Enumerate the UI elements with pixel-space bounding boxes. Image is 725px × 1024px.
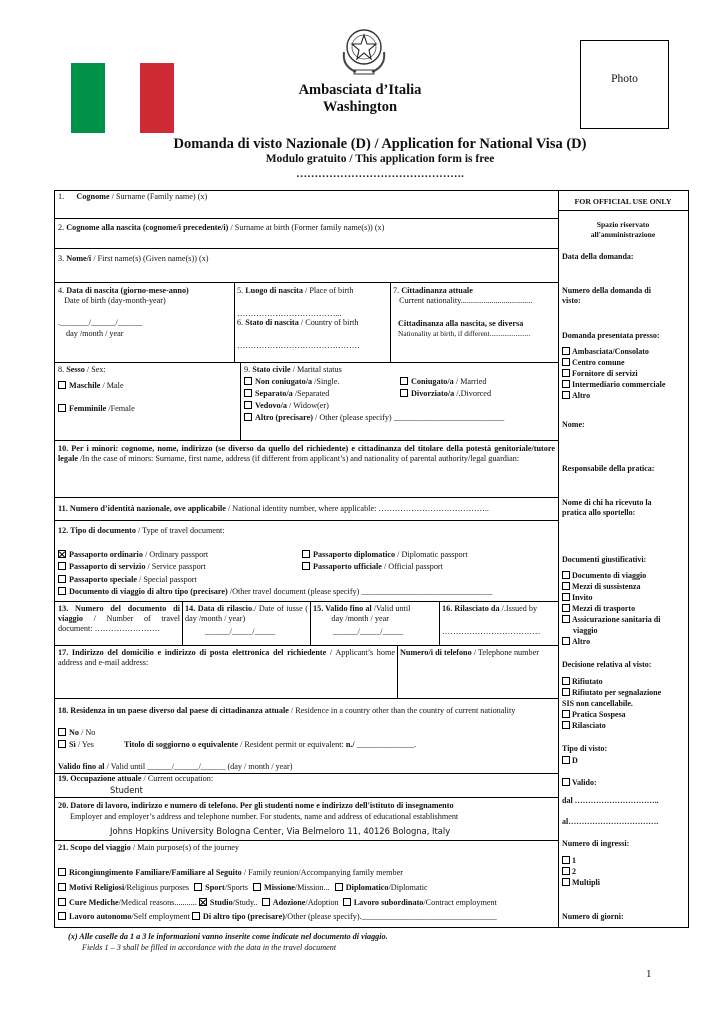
medical-label: Cure Mediche	[69, 898, 119, 907]
diplomatic-purpose-desc: /Diplomatic	[388, 883, 428, 892]
field-4-hint: day /month / year	[66, 329, 124, 338]
purpose-row-4	[58, 912, 497, 922]
residence-no-checkbox[interactable]	[58, 728, 66, 736]
application-date-label: Data della domanda:	[562, 252, 634, 261]
field-4-blank: ._______/______/______	[58, 318, 143, 327]
official-name-label: Nome:	[562, 420, 585, 429]
received-by-line-1: Nome di chi ha ricevuto la	[562, 498, 652, 507]
embassy-checkbox[interactable]	[562, 347, 570, 355]
common-centre-checkbox[interactable]	[562, 358, 570, 366]
application-number-line-2: visto:	[562, 296, 581, 305]
refused-label: Rifiutato	[572, 677, 603, 686]
decision-refused-sis[interactable]	[562, 688, 661, 698]
entries-multiple[interactable]	[562, 878, 600, 888]
field-21-label: 21. Scopo del viaggio	[58, 843, 131, 852]
doc-transport[interactable]	[562, 604, 635, 614]
decision-sis-cont: SIS non cancellabile.	[562, 699, 633, 708]
residence-no-option[interactable]	[58, 728, 95, 738]
application-number-label	[562, 286, 651, 306]
reserved-line-1: Spazio riservato	[596, 220, 650, 229]
field-9-marital-status	[244, 365, 342, 375]
field-2-surname-at-birth[interactable]	[58, 223, 384, 233]
study-checkbox[interactable]	[199, 898, 207, 906]
special-passport-checkbox[interactable]	[58, 575, 66, 583]
field-12-document-type	[58, 526, 225, 536]
special-desc: / Special passport	[137, 575, 197, 584]
valid-to: al…………………………….	[562, 817, 659, 826]
field-3-desc: / First name(s) (Given name(s)) (x)	[91, 254, 209, 263]
religious-checkbox[interactable]	[58, 883, 66, 891]
entries-two[interactable]	[562, 867, 576, 877]
field-9-number: 9.	[244, 365, 251, 374]
diplomatic-desc: / Diplomatic passport	[395, 550, 468, 559]
italian-flag	[71, 63, 174, 133]
diplomatic-purpose-label: Diplomatico	[345, 883, 389, 892]
refused-sis-label: Rifiutato per segnalazione	[572, 688, 662, 697]
valid-option[interactable]	[562, 778, 597, 788]
single-label: Non coniugato/a	[255, 377, 313, 386]
mission-checkbox[interactable]	[253, 883, 261, 891]
other-marital-desc: / Other (please specify) ___________________________	[312, 413, 505, 422]
separated-checkbox[interactable]	[244, 389, 252, 397]
location-other-checkbox[interactable]	[562, 391, 570, 399]
contract-employment-label: Lavoro subordinato	[353, 898, 424, 907]
special-label: Passaporto speciale	[69, 575, 137, 584]
field-9-desc: / Marital status	[290, 365, 342, 374]
received-by-label	[562, 498, 652, 518]
sport-label: Sport	[205, 883, 225, 892]
field-19-occupation	[58, 774, 213, 784]
married-checkbox[interactable]	[400, 377, 408, 385]
other-document-checkbox[interactable]	[58, 587, 66, 595]
form-subtitle: Modulo gratuito / This application form is free	[265, 153, 495, 165]
ordinary-desc: / Ordinary passport	[142, 550, 209, 559]
field-21-desc: / Main purpose(s) of the journey	[130, 843, 240, 852]
doc-special-option[interactable]	[58, 575, 197, 585]
married-label: Coniugato/a	[411, 377, 454, 386]
residence-yes-option[interactable]	[58, 740, 94, 750]
field-5-number: 5.	[237, 286, 244, 295]
divorced-desc: /.Divorced	[454, 389, 492, 398]
field-10-label: 10. Per i minori: cognome, nome, indirizzo (se diverso da quello del richiedente) e cittadinanza del titolare della potestà genitoriale/tutore legale	[58, 444, 555, 463]
official-desc: / Official passport	[381, 562, 443, 571]
field-13-label: 13. Numero del documento di viaggio	[58, 604, 180, 623]
reserved-space-label	[559, 220, 687, 240]
ordinary-label: Passaporto ordinario	[69, 550, 143, 559]
marital-single-option[interactable]	[244, 377, 339, 387]
religious-label: Motivi Religiosi	[69, 883, 125, 892]
field-1-surname[interactable]	[58, 192, 207, 202]
field-8-sex	[58, 365, 106, 375]
field-15-hint: day /month / year	[331, 614, 389, 623]
field-9-label: Stato civile	[252, 365, 291, 374]
received-by-line-2: pratica allo sportello:	[562, 508, 636, 517]
field-11-label: 11. Numero d’identità nazionale, ove applicabile	[58, 504, 226, 513]
common-centre-label: Centro comune	[572, 358, 625, 367]
suspended-checkbox[interactable]	[562, 710, 570, 718]
family-reunion-label: Ricongiungimento Familiare/Familiare al Seguito	[69, 868, 242, 877]
intermediary-checkbox[interactable]	[562, 380, 570, 388]
employer-value[interactable]: Johns Hopkins University Bologna Center, Via Belmeloro 11, 40126 Bologna, Italy	[110, 826, 451, 836]
field-7-nationality-at-birth[interactable]	[398, 319, 530, 339]
field-14-blank: ______/_____/_____	[205, 627, 276, 636]
telephone-label: Numero/i di telefono	[400, 648, 472, 657]
embassy-label: Ambasciata/Consolato	[572, 347, 649, 356]
field-13-document-number[interactable]	[58, 604, 180, 634]
location-common-centre[interactable]	[562, 358, 625, 368]
location-service-provider[interactable]	[562, 369, 638, 379]
service-passport-checkbox[interactable]	[58, 562, 66, 570]
entries-label: Numero di ingressi:	[562, 839, 630, 848]
self-employment-checkbox[interactable]	[58, 912, 66, 920]
location-intermediary[interactable]	[562, 380, 665, 390]
adoption-label: Adozione	[272, 898, 306, 907]
refused-checkbox[interactable]	[562, 677, 570, 685]
service-label: Passaporto di servizio	[69, 562, 146, 571]
adoption-checkbox[interactable]	[262, 898, 270, 906]
self-employment-desc: /Self employment	[131, 912, 190, 921]
field-15-desc: /Valid until	[371, 604, 411, 613]
field-14-desc: ./ Date of iusse ( day /month / year)	[185, 604, 308, 623]
field-5-desc: / Place of birth	[302, 286, 354, 295]
entries-multiple-label: Multipli	[572, 878, 601, 887]
widow-desc: / Widow(er)	[287, 401, 329, 410]
field-3-label: Nome/i	[66, 254, 92, 263]
field-16-issued-by[interactable]	[442, 604, 537, 614]
residence-permit-desc: / Resident permit or equivalent:	[238, 740, 346, 749]
contract-employment-checkbox[interactable]	[343, 898, 351, 906]
official-use-header: FOR OFFICIAL USE ONLY	[574, 197, 672, 206]
doc-invitation[interactable]	[562, 593, 592, 603]
residence-valid-desc: / Valid until ______/______/______ (day / month / year)	[104, 762, 293, 771]
field-8-desc: / Sex:	[84, 365, 106, 374]
field-15-blank: ______/_____/_____	[333, 627, 404, 636]
doc-insurance-label: Assicurazione sanitaria di	[572, 615, 661, 624]
sex-female-option[interactable]	[58, 404, 135, 414]
entries-one[interactable]	[562, 856, 576, 866]
other-purpose-checkbox[interactable]	[192, 912, 200, 920]
location-other-label: Altro	[572, 391, 591, 400]
doc-transport-label: Mezzi di trasporto	[572, 604, 636, 613]
field-7-birth-desc: Nationality at birth, if different......................	[398, 329, 531, 338]
field-6-desc: / Country of birth	[298, 318, 359, 327]
single-checkbox[interactable]	[244, 377, 252, 385]
medical-checkbox[interactable]	[58, 898, 66, 906]
visa-d-checkbox[interactable]	[562, 756, 570, 764]
field-7-nationality[interactable]	[393, 286, 532, 306]
valid-label: Valido:	[572, 778, 597, 787]
field-18-residence	[58, 706, 555, 716]
decision-issued[interactable]	[562, 721, 606, 731]
doc-insurance-cont: viaggio	[573, 626, 598, 635]
religious-desc: /Religious purposes	[124, 883, 190, 892]
field-4-number: 4.	[58, 286, 65, 295]
doc-travel-checkbox[interactable]	[562, 571, 570, 579]
marital-separated-option[interactable]	[244, 389, 329, 399]
doc-invitation-checkbox[interactable]	[562, 593, 570, 601]
embassy-name: Ambasciata d’Italia	[298, 82, 422, 98]
diplomatic-label: Passaporto diplomatico	[313, 550, 396, 559]
married-desc: / Married	[453, 377, 487, 386]
study-label: Studio	[209, 898, 233, 907]
other-document-desc: /Other travel document (please specify) ________________________________	[227, 587, 493, 596]
other-purpose-desc: /Other (please specify)._________________________________	[285, 912, 497, 921]
doc-means-checkbox[interactable]	[562, 582, 570, 590]
residence-no-desc: / No	[79, 728, 96, 737]
page-number: 1	[646, 968, 652, 980]
marital-divorced-option[interactable]	[400, 389, 491, 399]
sport-desc: /Sports	[224, 883, 248, 892]
marital-other-option[interactable]	[244, 413, 504, 423]
field-2-number: 2.	[58, 223, 65, 232]
field-5-dots: ………………………………...	[237, 309, 342, 318]
residence-permit-n: n./	[345, 740, 355, 749]
presented-at-label: Domanda presentata presso:	[562, 331, 660, 340]
sex-male-option[interactable]	[58, 381, 124, 391]
entries-multiple-checkbox[interactable]	[562, 878, 570, 886]
field-15-valid-until[interactable]	[313, 604, 410, 624]
residence-permit-line: ______________.	[354, 740, 417, 749]
doc-insurance[interactable]	[562, 615, 660, 625]
doc-other-option[interactable]	[58, 587, 492, 597]
residence-yes-checkbox[interactable]	[58, 740, 66, 748]
male-checkbox[interactable]	[58, 381, 66, 389]
emblem-icon	[338, 20, 390, 78]
field-6-number: 6.	[237, 318, 244, 327]
contract-employment-desc: /Contract employment	[423, 898, 497, 907]
service-provider-checkbox[interactable]	[562, 369, 570, 377]
field-18-label: 18. Residenza in un paese diverso dal paese di cittadinanza attuale	[58, 706, 289, 715]
intermediary-label: Intermediario commerciale	[572, 380, 666, 389]
field-7-desc: Current nationality...................................	[399, 296, 533, 305]
entries-one-checkbox[interactable]	[562, 856, 570, 864]
field-6-label: Stato di nascita	[245, 318, 299, 327]
field-6-country-of-birth[interactable]	[237, 318, 358, 328]
field-telephone[interactable]	[400, 648, 555, 658]
reserved-line-2: all'amministrazione	[590, 230, 656, 239]
other-marital-label: Altro (precisare)	[255, 413, 313, 422]
field-20-desc: Employer and employer’s address and telephone number. For students, name and address of educational establishment	[70, 812, 459, 821]
doc-diplomatic-option[interactable]	[302, 550, 468, 560]
doc-other-label: Altro	[572, 637, 591, 646]
refused-sis-checkbox[interactable]	[562, 688, 570, 696]
issued-checkbox[interactable]	[562, 721, 570, 729]
female-checkbox[interactable]	[58, 404, 66, 412]
doc-travel-label: Documento di viaggio	[572, 571, 647, 580]
residence-valid-label: Valido fino al	[58, 762, 105, 771]
field-16-label: 16. Rilasciato da	[442, 604, 500, 613]
telephone-desc: / Telephone number	[471, 648, 539, 657]
mission-label: Missione	[263, 883, 295, 892]
marital-married-option[interactable]	[400, 377, 487, 387]
field-5-place-of-birth[interactable]	[237, 286, 353, 296]
purpose-row-3	[58, 898, 497, 908]
widow-checkbox[interactable]	[244, 401, 252, 409]
field-19-desc: / Current occupation:	[141, 774, 214, 783]
footer-note-english: Fields 1 – 3 shall be filled in accordance with the data in the travel document	[82, 943, 337, 952]
field-5-label: Luogo di nascita	[245, 286, 303, 295]
field-3-first-name[interactable]	[58, 254, 209, 264]
residence-yes-desc: / Yes	[75, 740, 94, 749]
form-title: Domanda di visto Nazionale (D) / Application for National Visa (D)	[173, 136, 587, 152]
entries-two-label: 2	[572, 867, 576, 876]
doc-travel[interactable]	[562, 571, 646, 581]
doc-other-checkbox[interactable]	[562, 637, 570, 645]
residence-valid-until[interactable]	[58, 762, 292, 772]
family-reunion-checkbox[interactable]	[58, 868, 66, 876]
field-19-label: 19. Occupazione attuale	[58, 774, 142, 783]
photo-label: Photo	[611, 73, 638, 85]
visa-decision-label: Decisione relativa al visto:	[562, 660, 652, 669]
field-16-desc: /.Issued by	[499, 604, 538, 613]
diplomatic-purpose-checkbox[interactable]	[335, 883, 343, 891]
separated-label: Separato/a	[255, 389, 293, 398]
study-desc: /Study..	[232, 898, 258, 907]
field-12-label: 12. Tipo di documento	[58, 526, 136, 535]
field-14-issue-date[interactable]	[185, 604, 308, 624]
visa-type-label: Tipo di visto:	[562, 744, 608, 753]
doc-official-option[interactable]	[302, 562, 443, 572]
field-17-home-address[interactable]	[58, 648, 395, 668]
service-desc: / Service passport	[145, 562, 206, 571]
case-officer-label: Responsabile della pratica:	[562, 464, 655, 473]
embassy-city: Washington	[322, 99, 398, 115]
diplomatic-passport-checkbox[interactable]	[302, 550, 310, 558]
doc-other[interactable]	[562, 637, 590, 647]
decision-suspended[interactable]	[562, 710, 626, 720]
widow-label: Vedovo/a	[255, 401, 287, 410]
field-4-label: Data di nascita (giorno-mese-anno)	[66, 286, 189, 295]
adoption-desc: /Adoption	[305, 898, 339, 907]
field-7-label: Cittadinanza attuale	[401, 286, 473, 295]
field-10-minors[interactable]	[58, 444, 555, 464]
field-7-number: 7.	[393, 286, 400, 295]
field-15-label: 15. Valido fino al	[313, 604, 372, 613]
field-1-label: Cognome	[76, 192, 110, 201]
field-11-desc: / National identity number, where applicable: …………………………………..	[225, 504, 489, 513]
male-desc: / Male	[100, 381, 124, 390]
family-reunion-desc: / Family reunion/Accompanying family member	[241, 868, 403, 877]
other-purpose-label: Di altro tipo (precisare)	[202, 912, 285, 921]
field-7-birth-label: Cittadinanza alla nascita, se diversa	[398, 319, 524, 328]
days-label: Numero di giorni:	[562, 912, 624, 921]
doc-service-option[interactable]	[58, 562, 206, 572]
divorced-checkbox[interactable]	[400, 389, 408, 397]
field-10-desc: /In the case of minors: Surname, first name, address (if different from applicant’s) and nationality of parental authority/legal guardian:	[78, 454, 520, 463]
field-16-dots: ………………………………	[442, 627, 541, 636]
location-other[interactable]	[562, 391, 590, 401]
female-desc: /Female	[106, 404, 135, 413]
sport-checkbox[interactable]	[194, 883, 202, 891]
divorced-label: Divorziato/a	[411, 389, 455, 398]
location-embassy[interactable]	[562, 347, 649, 357]
title-dots: ……………………………………….	[296, 168, 464, 180]
other-document-label: Documento di viaggio di altro tipo (precisare)	[69, 587, 228, 596]
decision-refused[interactable]	[562, 677, 603, 687]
field-6-dots: ………………………………………	[237, 341, 360, 350]
medical-desc: /Medical reasons...........	[118, 898, 197, 907]
valid-checkbox[interactable]	[562, 778, 570, 786]
issued-label: Rilasciato	[572, 721, 606, 730]
ordinary-passport-checkbox[interactable]	[58, 550, 66, 558]
suspended-label: Pratica Sospesa	[572, 710, 626, 719]
field-18-desc: / Residence in a country other than the country of current nationality	[288, 706, 516, 715]
doc-means-label: Mezzi di sussistenza	[572, 582, 641, 591]
marital-widow-option[interactable]	[244, 401, 329, 411]
doc-means[interactable]	[562, 582, 640, 592]
doc-insurance-checkbox[interactable]	[562, 615, 570, 623]
entries-one-label: 1	[572, 856, 576, 865]
field-4-desc: Date of birth (day-month-year)	[64, 296, 166, 305]
supporting-docs-label: Documenti giustificativi:	[562, 555, 647, 564]
official-passport-checkbox[interactable]	[302, 562, 310, 570]
purpose-row-1	[58, 868, 403, 878]
footer-note-italian: (x) Alle caselle da 1 a 3 le informazioni vanno inserite come indicate nel documento di viaggio.	[68, 932, 388, 941]
entries-two-checkbox[interactable]	[562, 867, 570, 875]
mission-desc: /Mission...	[294, 883, 330, 892]
field-1-number: 1.	[58, 192, 65, 201]
field-3-number: 3.	[58, 254, 65, 263]
other-marital-checkbox[interactable]	[244, 413, 252, 421]
valid-from: dal …………………………..	[562, 796, 659, 805]
visa-d-label: D	[572, 756, 578, 765]
service-provider-label: Fornitore di servizi	[572, 369, 638, 378]
field-8-number: 8.	[58, 365, 65, 374]
field-12-desc: / Type of travel document:	[135, 526, 225, 535]
male-label: Maschile	[69, 381, 101, 390]
self-employment-label: Lavoro autonomo	[69, 912, 132, 921]
field-14-label: 14. Data di rilascio	[185, 604, 253, 613]
field-17-desc: / Applicant’s home address and e-mail address:	[58, 648, 395, 667]
field-4-date-of-birth[interactable]	[58, 286, 189, 306]
residence-permit-field[interactable]	[124, 740, 416, 750]
purpose-row-2	[58, 883, 428, 893]
residence-yes-label: Sì	[69, 740, 76, 749]
field-20-employer	[58, 801, 454, 811]
field-13-desc: / Number of travel document: ……………………	[58, 614, 180, 633]
field-17-label: 17. Indirizzo del domicilio e indirizzo di posta elettronica del richiedente	[58, 648, 327, 657]
application-number-line-1: Numero della domanda di	[562, 286, 651, 295]
field-2-desc: / Surname at birth (Former family name(s)) (x)	[228, 223, 385, 232]
visa-type-d[interactable]	[562, 756, 578, 766]
female-label: Femminile	[69, 404, 107, 413]
field-8-label: Sesso	[66, 365, 85, 374]
field-21-purpose	[58, 843, 239, 853]
field-2-label: Cognome alla nascita (cognome/i precedente/i)	[66, 223, 229, 232]
doc-invitation-label: Invito	[572, 593, 593, 602]
official-label: Passaporto ufficiale	[313, 562, 382, 571]
field-20-label: 20. Datore di lavoro, indirizzo e numero di telefono. Per gli studenti nome e indirizzo dell'istituto di insegnamento	[58, 801, 454, 810]
doc-ordinary-option[interactable]	[58, 550, 208, 560]
single-desc: /Single.	[312, 377, 340, 386]
residence-permit-label: Titolo di soggiorno o equivalente	[124, 740, 239, 749]
field-11-national-id[interactable]	[58, 504, 489, 514]
separated-desc: /Separated	[292, 389, 330, 398]
residence-no-label: No	[69, 728, 80, 737]
field-1-desc: / Surname (Family name) (x)	[109, 192, 208, 201]
doc-transport-checkbox[interactable]	[562, 604, 570, 612]
occupation-value[interactable]: Student	[110, 785, 143, 795]
